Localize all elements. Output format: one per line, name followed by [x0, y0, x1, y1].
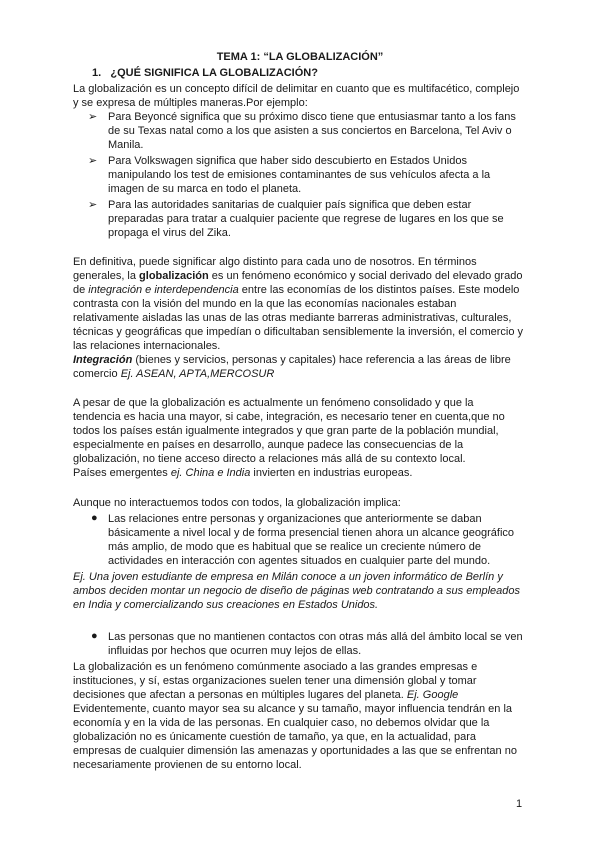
paragraph-line: tendencia es hacia una mayor, si cabe, integración, es necesario tener en cuenta,que no: [73, 411, 505, 423]
page-number: 1: [516, 798, 523, 810]
bullet-line: Las personas que no mantienen contactos con otras más allá del ámbito local se ven: [108, 631, 523, 643]
paragraph-line: Países emergentes ej. China e India invierten en industrias europeas.: [73, 467, 413, 479]
example-line: Manila.: [108, 139, 144, 151]
example-line: de su Texas natal como a los que asisten a sus conciertos en Barcelona, Tel Aviv o: [108, 125, 512, 137]
section-heading: [92, 66, 318, 80]
example-line: ambos deciden montar un negocio de diseño de páginas web contratando a sus empleados: [73, 585, 521, 597]
example-line: Para Volkswagen significa que haber sido descubierto en Estados Unidos: [108, 155, 467, 167]
intro-line: y se expresa de múltiples maneras.Por ejemplo:: [73, 97, 308, 109]
paragraph-line: contrasta con la visión del mundo en la que las economías nacionales estaban: [73, 298, 457, 310]
dot-bullet-icon: ●: [91, 630, 98, 642]
example-note: Ej. ASEAN, APTA,MERCOSUR: [120, 368, 275, 380]
paragraph-line: empresas de cualquier dimensión las amenazas y oportunidades a las que se enfrentan no: [73, 745, 517, 757]
key-term: integración e interdependencia: [88, 284, 239, 296]
paragraph-line: Evidentemente, cuanto mayor sea su alcance y su tamaño, mayor influencia tendrán en la: [73, 703, 513, 715]
paragraph-line: decisiones que afectan a personas en múltiples lugares del planeta. Ej. Google: [73, 689, 459, 701]
paragraph-line: técnicas y geográficas que impedían o dificultaban sensiblemente la inversión, el comercio y: [73, 326, 524, 338]
paragraph-line: En definitiva, puede significar algo distinto para cada uno de nosotros. En términos: [73, 256, 477, 268]
paragraph-line: todos los países están igualmente integrados y que gran parte de la población mundial,: [73, 425, 499, 437]
example-line: en India y comercializando sus creaciones en Estados Unidos.: [73, 599, 379, 611]
example-line: Para Beyoncé significa que su próximo disco tiene que entusiasmar tanto a los fans: [108, 111, 516, 123]
paragraph-line: economía y en la vida de las personas. En cualquier caso, no debemos olvidar que la: [73, 717, 490, 729]
paragraph-line: globalización no es únicamente cuestión de tamaño, ya que, en la actualidad, para: [73, 731, 476, 743]
bullet-line: influidas por hechos que ocurren muy lejos de ellas.: [108, 645, 362, 657]
bullet-line: básicamente a nivel local y de forma presencial tienen ahora un alcance geográfico: [108, 527, 515, 539]
paragraph-line: las relaciones internacionales.: [73, 340, 221, 352]
key-term: globalización: [139, 270, 209, 282]
example-note: ej. China e India: [170, 467, 251, 479]
paragraph-line: La globalización es un fenómeno comúnmente asociado a las grandes empresas e: [73, 661, 478, 673]
paragraph-line: relativamente aisladas las unas de las otras mediante barreras administrativas, culturales,: [73, 312, 512, 324]
key-term: Integración: [73, 354, 133, 366]
example-line: Para las autoridades sanitarias de cualquier país significa que deben estar: [108, 199, 472, 211]
example-line: manipulando los test de emisiones contaminantes de sus vehículos afecta a la: [108, 169, 491, 181]
example-line: propaga el virus del Zika.: [108, 227, 231, 239]
paragraph-line: globalización, no tiene acceso directo a relaciones más allá de su contexto local.: [73, 453, 466, 465]
paragraph-line: necesariamente provienen de su entorno local.: [73, 759, 302, 771]
example-line: Ej. Una joven estudiante de empresa en Milán conoce a un joven informático de Berlín y: [73, 571, 503, 583]
section-number: 1.: [92, 67, 102, 79]
paragraph-line: comercio Ej. ASEAN, APTA,MERCOSUR: [73, 368, 275, 380]
paragraph-line: de integración e interdependencia entre las economías de los distintos países. Este modelo: [73, 284, 520, 296]
arrow-bullet-icon: ➢: [88, 111, 98, 123]
example-line: imagen de su marca en todo el planeta.: [108, 183, 302, 195]
intro-line: La globalización es un concepto difícil de delimitar en cuanto que es multifacético, complejo: [73, 83, 520, 95]
paragraph-line: especialmente en países en desarrollo, aunque padece las consecuencias de la: [73, 439, 464, 451]
document-title: TEMA 1: “LA GLOBALIZACIÓN”: [216, 51, 384, 63]
paragraph-line: Aunque no interactuemos todos con todos, la globalización implica:: [73, 497, 401, 509]
example-note: Ej. Google: [406, 689, 459, 701]
bullet-line: Las relaciones entre personas y organizaciones que anteriormente se daban: [108, 513, 482, 525]
section-heading-text: ¿QUÉ SIGNIFICA LA GLOBALIZACIÓN?: [110, 67, 318, 79]
paragraph-line: A pesar de que la globalización es actualmente un fenómeno consolidado y que la: [73, 397, 474, 409]
arrow-bullet-icon: ➢: [88, 155, 98, 167]
dot-bullet-icon: ●: [91, 512, 98, 524]
arrow-bullet-icon: ➢: [88, 199, 98, 211]
paragraph-line: generales, la globalización es un fenómeno económico y social derivado del elevado grado: [73, 270, 523, 282]
paragraph-line: Integración (bienes y servicios, personas y capitales) hace referencia a las áreas de libre: [73, 354, 511, 366]
bullet-line: actividades en interacción con agentes situados en cualquier parte del mundo.: [108, 555, 491, 567]
bullet-line: más amplio, de modo que es habitual que se realice un creciente número de: [108, 541, 482, 553]
paragraph-line: instituciones, y sí, estas organizaciones suelen tener una dimensión global y tomar: [73, 675, 477, 687]
example-line: preparadas para tratar a cualquier paciente que regrese de lugares en los que se: [108, 213, 504, 225]
